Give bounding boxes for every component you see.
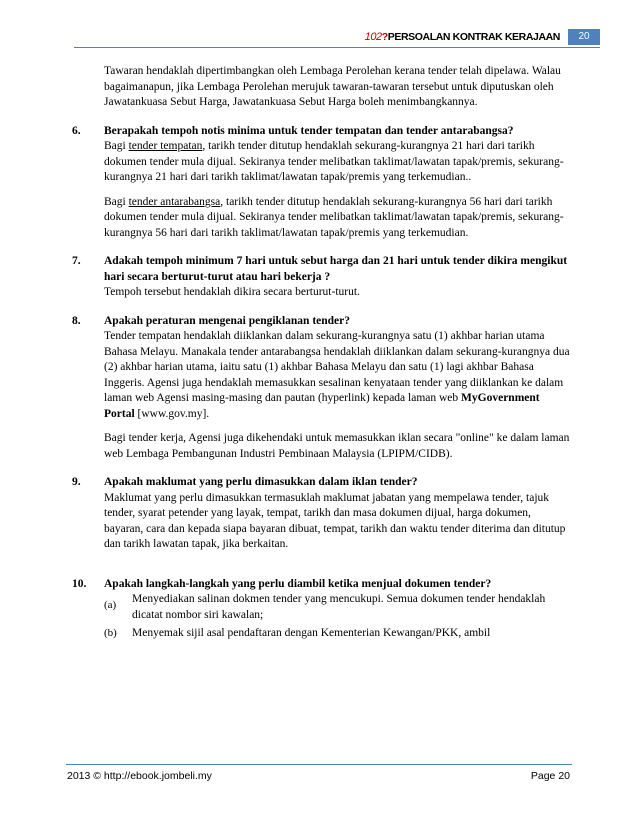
header-title — [365, 29, 560, 45]
header-number: 102 — [364, 31, 382, 43]
list-item-text: Menyediakan salinan dokmen tender yang mencukupi. Semua dokumen tender hendaklah dicatat nombor siri kawalan; — [132, 593, 546, 621]
question-text: Apakah peraturan mengenai pengiklanan tender? — [104, 314, 351, 327]
header-page-number: 20 — [568, 29, 600, 45]
question-text: Apakah maklumat yang perlu dimasukkan dalam iklan tender? — [104, 476, 418, 488]
underlined-term: tender tempatan — [128, 140, 203, 152]
footer-divider — [66, 764, 572, 765]
answer-text: , tarikh tender ditutup hendaklah sekurang-kurangnya 56 hari dari tarikh dokumen tender mula dijual. Sekiranya tender melibatkan taklimat/lawatan tapak/premis, sekurang-kurangnya 56 hari dari tarikh taklimat/lawatan tapak/premis yang terkemudian. — [104, 195, 564, 239]
list-item-label: (a) — [104, 599, 117, 611]
question-7 — [72, 254, 572, 301]
answer-text: Tender tempatan hendaklah diiklankan dalam sekurang-kurangnya satu (1) akhbar harian utama Bahasa Melayu. Manakala tender antarabangsa hendaklah diiklankan dalam sekurang-kurangnya dua (2) akhbar harian utama, iaitu satu (1) akhbar Bahasa Melayu dan satu (1) lagi akhbar Bahasa Inggeris. Agensi juga hendaklah memasukkan sesalinan kenyataan tender yang diiklankan ke dalam laman web Agensi masing-masing dan pautan (hyperlink) kepada laman web — [104, 330, 570, 404]
footer-page-label: Page 20 — [530, 770, 570, 782]
answer-paragraph: Tempoh tersebut hendaklah dikira secara berturut-turut. — [104, 286, 360, 298]
intro-paragraph: Tawaran hendaklah dipertimbangkan oleh Lembaga Perolehan kerana tender telah dipelawa. Walau bagaimanapun, jika Lembaga Perolehan merujuk tawaran-tawaran tersebut untuk diputuskan oleh Jawatankuasa Sebut Harga, Jawatankuasa Sebut Harga boleh menimbangkannya. — [104, 65, 561, 108]
header-question-mark: ? — [381, 31, 388, 43]
question-8 — [72, 314, 572, 463]
question-9 — [72, 475, 572, 553]
question-number: 9. — [72, 476, 81, 488]
question-10 — [72, 577, 572, 642]
list-item-text: Menyemak sijil asal pendaftaran dengan Kementerian Kewangan/PKK, ambil — [132, 627, 491, 639]
page-header — [0, 29, 638, 47]
question-number: 10. — [72, 577, 87, 590]
portal-name: MyGovernment Portal — [104, 392, 540, 420]
list-item-label: (b) — [104, 627, 117, 639]
question-text: Apakah langkah-langkah yang perlu diambil ketika menjual dokumen tender? — [104, 577, 492, 590]
underlined-term: tender antarabangsa — [128, 195, 221, 208]
footer-copyright: 2013 © http://ebook.jombeli.my — [67, 770, 212, 782]
answer-paragraph — [72, 195, 572, 242]
answer-paragraph — [72, 139, 572, 186]
page-footer — [67, 768, 570, 784]
question-number: 7. — [72, 255, 81, 267]
answer-text: Bagi — [104, 140, 129, 152]
answer-paragraph: Bagi tender kerja, Agensi juga dikehendaki untuk memasukkan iklan secara "online" ke dalam laman web Lembaga Pembangunan Industri Pembinaan Malaysia (LPIPM/CIDB). — [104, 432, 570, 460]
question-text: Berapakah tempoh notis minima untuk tender tempatan dan tender antarabangsa? — [104, 124, 514, 137]
answer-paragraph — [72, 329, 572, 422]
question-6 — [72, 124, 572, 242]
question-text: Adakah tempoh minimum 7 hari untuk sebut harga dan 21 hari untuk tender dikira mengikut hari secara berturut-turut atau hari bekerja ? — [104, 255, 568, 283]
question-number: 6. — [72, 124, 81, 137]
answer-text: [www.gov.my]. — [134, 407, 210, 420]
list-item — [72, 592, 572, 623]
list-item — [72, 626, 572, 642]
header-title-text: PERSOALAN KONTRAK KERAJAAN — [387, 31, 560, 43]
answer-paragraph: Maklumat yang perlu dimasukkan termasuklah maklumat jabatan yang mempelawa tender, tajuk tender, syarat petender yang layak, tempat, tarikh dan masa dokumen dijual, harga dokumen, bayaran, cara dan kepada siapa bayaran dibuat, tempat, tarikh dan waktu tender diterima dan ditutup dan tarikh lawatan tapak, jika berkaitan. — [104, 491, 566, 550]
question-number: 8. — [72, 314, 81, 327]
answer-text: , tarikh tender ditutup hendaklah sekurang-kurangnya 21 hari dari tarikh dokumen tender mula dijual. Sekiranya tender melibatkan taklimat/lawatan tapak/premis, sekurang-kurangnya 21 hari dari tarikh taklimat/lawatan tapak/premis yang terkemudian.. — [104, 140, 564, 183]
document-body — [72, 64, 572, 642]
header-divider — [74, 47, 600, 48]
answer-text: Bagi — [104, 195, 129, 208]
